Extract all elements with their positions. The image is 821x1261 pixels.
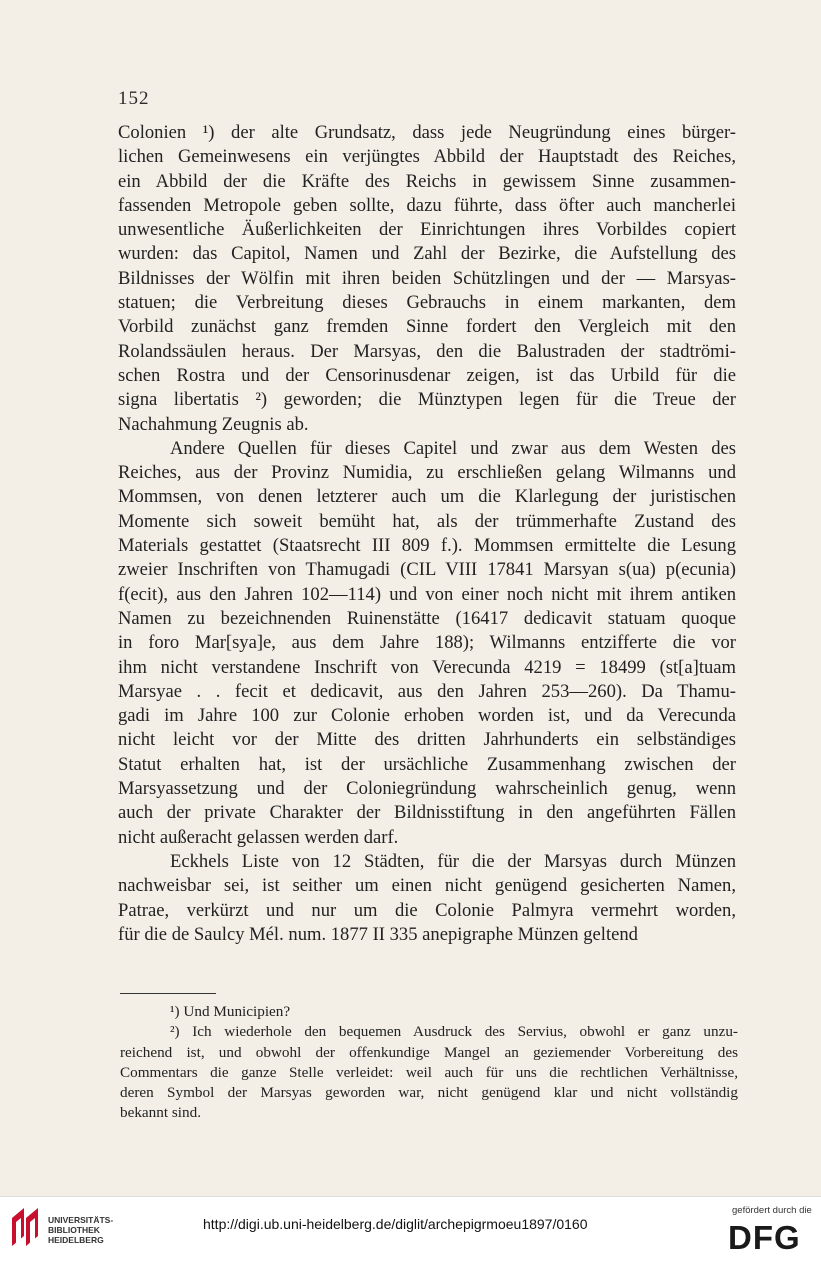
text-line: Eckhels Liste von 12 Städten, für die der Marsyas durch Münzen: [170, 850, 736, 872]
library-line: BIBLIOTHEK: [48, 1225, 100, 1235]
footnote-line: ²) Ich wiederhole den bequemen Ausdruck des Servius, obwohl er ganz unzu-: [170, 1023, 738, 1041]
text-line: zweier Inschriften von Thamugadi (CIL VIII 17841 Marsyan s(ua) p(ecunia): [118, 559, 736, 581]
permalink-url[interactable]: http://digi.ub.uni-heidelberg.de/diglit/archepigrmoeu1897/0160: [203, 1216, 588, 1232]
text-line: Mommsen, von denen letzterer auch um die Klarlegung der juristischen: [118, 486, 736, 508]
footnotes: [120, 1002, 738, 1124]
text-line: Reiches, aus der Provinz Numidia, zu erschließen gelang Wilmanns und: [118, 462, 736, 484]
body-text: [118, 121, 736, 947]
text-line: Namen zu bezeichnenden Ruinenstätte (16417 dedicavit statuam quoque: [118, 607, 736, 629]
text-line: unwesentliche Äußerlichkeiten der Einrichtungen ihres Vorbildes copiert: [118, 219, 736, 241]
footnote-line: bekannt sind.: [120, 1104, 201, 1122]
library-logo-icon[interactable]: [8, 1206, 42, 1248]
text-line: gadi im Jahre 100 zur Colonie erhoben worden ist, und da Verecunda: [118, 705, 736, 727]
text-line: Momente sich soweit bemüht hat, als der trümmerhafte Zustand des: [118, 510, 736, 532]
text-line: wurden: das Capitol, Namen und Zahl der Bezirke, die Aufstellung des: [118, 243, 736, 265]
text-line: Statut erhalten hat, ist der ursächliche Zusammenhang zwischen der: [118, 753, 736, 775]
text-line: ein Abbild der die Kräfte des Reichs in gewissem Sinne zusammen-: [118, 170, 736, 192]
page-number: 152: [118, 88, 150, 109]
text-line: Bildnisses der Wölfin mit ihren beiden Schützlingen und der — Marsyas-: [118, 267, 736, 289]
funding-label: gefördert durch die: [732, 1205, 812, 1216]
text-line: Andere Quellen für dieses Capitel und zwar aus dem Westen des: [170, 437, 736, 459]
text-line: Vorbild zunächst ganz fremden Sinne fordert den Vergleich mit den: [118, 316, 736, 338]
text-line: statuen; die Verbreitung dieses Gebrauchs in einem markanten, dem: [118, 292, 736, 314]
library-line: HEIDELBERG: [48, 1235, 104, 1245]
library-name: [48, 1215, 113, 1245]
text-line: nachweisbar sei, ist seither um einen nicht genügend gesicherten Namen,: [118, 875, 736, 897]
footnote-line: deren Symbol der Marsyas geworden war, nicht genügend klar und nicht vollständig: [120, 1084, 738, 1102]
text-line: nicht außeracht gelassen werden darf.: [118, 826, 399, 848]
footnote-rule: [120, 993, 216, 994]
text-line: Patrae, verkürzt und nur um die Colonie Palmyra vermehrt worden,: [118, 899, 736, 921]
text-line: Rolandssäulen heraus. Der Marsyas, den die Balustraden der stadtrömi-: [118, 340, 736, 362]
text-line: Marsyae . . fecit et dedicavit, aus den Jahren 253—260). Da Thamu-: [118, 680, 736, 702]
text-line: Materials gestattet (Staatsrecht III 809 f.). Mommsen ermittelte die Lesung: [118, 535, 736, 557]
text-line: in foro Mar[sya]e, aus dem Jahre 188); Wilmanns entzifferte die vor: [118, 632, 736, 654]
text-line: f(ecit), aus den Jahren 102—114) und von einer noch nicht mit ihrem antiken: [118, 583, 736, 605]
text-line: signa libertatis ²) geworden; die Münztypen legen für die Treue der: [118, 389, 736, 411]
text-line: fassenden Metropole geben sollte, dazu führte, dass öfter auch mancherlei: [118, 194, 736, 216]
text-line: schen Rostra und der Censorinusdenar zeigen, ist das Urbild für die: [118, 364, 736, 386]
text-line: auch der private Charakter der Bildnisstiftung in den angeführten Fällen: [118, 802, 736, 824]
text-line: Nachahmung Zeugnis ab.: [118, 413, 309, 435]
dfg-logo[interactable]: DFG: [728, 1219, 801, 1256]
footnote-line: Commentars die ganze Stelle verleidet: weil auch für uns die rechtlichen Verhältnisse,: [120, 1063, 738, 1081]
text-line: ihm nicht verstandene Inschrift von Verecunda 4219 = 18499 (st[a]tuam: [118, 656, 736, 678]
text-line: nicht leicht vor der Mitte des dritten Jahrhunderts ein selbständiges: [118, 729, 736, 751]
text-line: Colonien ¹) der alte Grundsatz, dass jede Neugründung eines bürger-: [118, 122, 736, 143]
footnote-line: reichend ist, und obwohl der offenkundige Mangel an geziemender Vorbereitung des: [120, 1043, 738, 1061]
library-line: UNIVERSITÄTS-: [48, 1215, 114, 1225]
text-line: lichen Gemeinwesens ein verjüngtes Abbild der Hauptstadt des Reiches,: [118, 146, 736, 168]
text-line: für die de Saulcy Mél. num. 1877 II 335 anepigraphe Münzen geltend: [118, 923, 638, 945]
footnote-line: ¹) Und Municipien?: [170, 1003, 291, 1020]
text-line: Marsyassetzung und der Coloniegründung wahrscheinlich genug, wenn: [118, 778, 736, 800]
